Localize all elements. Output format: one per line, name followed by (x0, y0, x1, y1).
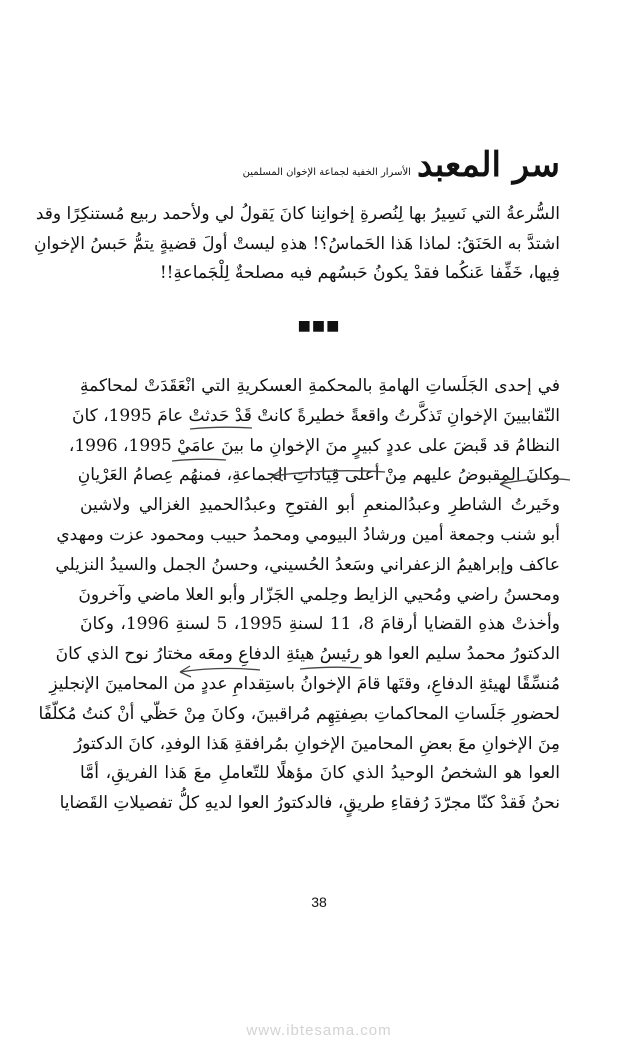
text-line: في إحدى الجَلَساتِ الهامةِ بالمحكمةِ العسكريةِ التي انْعَقَدَتْ لمحاكمةِ (80, 376, 560, 396)
text-line: أبو شنب وجمعة أمين ورشادُ البيومي ومحمدُ حبيب ومحمود عزت ومهدي (56, 524, 560, 545)
book-subtitle: الأسرار الخفية لجماعة الإخوان المسلمين (242, 167, 411, 178)
paragraph-2 (38, 372, 560, 819)
text-line: لحضورِ جَلَساتِ المحاكماتِ بصِفتِهِم مُراقبينَ، وكانَ مِنْ حَظّي أنْ كنتُ مُكلّفًا (38, 703, 560, 724)
text-line: العوا هو الشخصُ الوحيدُ الذي كانَ مؤهلًا للتّعاملِ معَ هَذا الفريقِ، أمَّا (80, 763, 560, 784)
text-line: عاكف وإبراهيمُ الزعفراني وسَعدُ الحُسيني، وحسنُ الجمل والسيدُ النزيلي (55, 554, 560, 575)
text-line: السُّرعةُ التي نَسِيرُ بها لِنُصرةِ إخوانِنا كانَ يَقولُ لي ولأحمد ربيع مُستنكِرًا وقد (35, 204, 560, 224)
text-line: نحنُ فَقدْ كنّا مجرّدَ رُفقاءِ طريقٍ، فالدكتورُ العوا لديهِ كلُّ تفصيلاتِ القَضايا (59, 793, 560, 814)
text-line: وكانَ المقبوضُ عليهم مِنْ أعلى قِياداتِ الجماعةِ، فمنهُم عِصامُ العَرْيانِ (77, 465, 560, 486)
text-line: مُنسِّقًا لهيئةِ الدفاعِ، وقتَها قامَ الإخوانُ باستِقدامِ عددٍ من المحامينَ الإنجليزِ (49, 673, 560, 694)
text-line: اشتدَّ به الحَنَقُ: لماذا هَذا الحَماسُ؟! هذهِ ليستْ أولَ قضيةٍ يتمُّ حَبسُ الإخوانِ (34, 233, 560, 254)
page-number: 38 (311, 894, 327, 910)
text-line: مِنَ الإخوانِ معَ بعضِ المحامينَ الإخوانِ بمُرافقةِ هَذا الوفدِ، كانَ الدكتورُ (73, 733, 560, 754)
running-header (242, 145, 560, 185)
text-line: النظامُ قد قَبضَ على عددٍ كبيرٍ منَ الإخوانِ ما بينَ عامَيْ 1995، 1996، (68, 435, 560, 456)
text-line: الدكتورُ محمدُ سليم العوا هو رئيسُ هيئةِ الدفاعِ ومعَه مختارُ نوح الذي كانَ (55, 644, 560, 665)
paragraph-1 (34, 200, 560, 289)
book-title-logo: سر المعبد (416, 145, 560, 185)
watermark: www.ibtesama.com (246, 1022, 392, 1039)
text-line: النّقابيينَ الإخوانِ تَذكَّرتُ واقعةً خطيرةً كانتْ قَدْ حَدثتْ عامَ 1995، كانَ (71, 405, 560, 426)
section-separator: ■■■ (297, 318, 341, 334)
text-line: وأخذتْ هذهِ القضايا أرقامَ 8، 11 لسنةِ 1995، 5 لسنةِ 1996، وكانَ (80, 614, 560, 635)
text-line: وخَيرتُ الشاطرِ وعبدُالمنعمِ أبو الفتوحِ وعبدُالحميدِ الغزالي ولاشين (80, 495, 560, 516)
text-line: فِيها، خَفِّفا عَنكُما فقدْ يكونُ حَبسُهم فيه مصلحةٌ لِلْجَماعةِ!! (159, 263, 560, 283)
text-line: ومحسنُ راضي ومُحيي الزايط وحِلمي الجَزّار وأبو العلا ماضي وآخرونَ (78, 584, 560, 605)
